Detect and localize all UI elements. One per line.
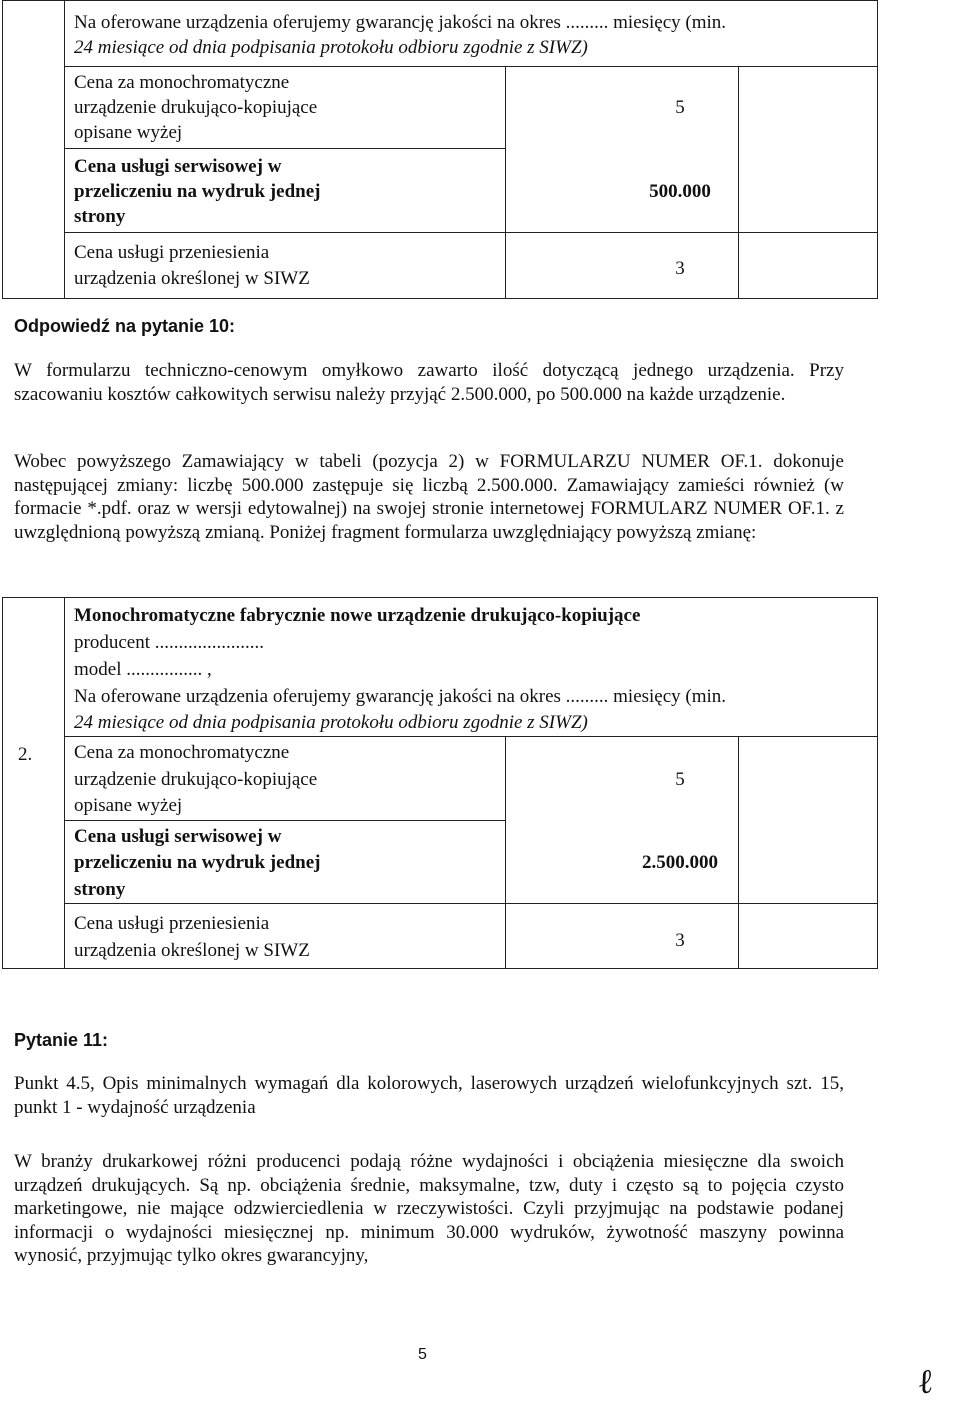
signature-mark: ℓ xyxy=(915,1361,935,1403)
row-value: 5 xyxy=(675,769,685,790)
warranty-text: Na oferowane urządzenia oferujemy gwarancję jakości na okres ......... miesięcy (min. xyxy=(74,686,727,707)
row-label-line: Cena za monochromatyczne xyxy=(74,742,290,763)
row-label-line: urządzenie drukująco-kopiujące xyxy=(74,97,318,118)
row-label-line: przeliczeniu na wydruk jednej xyxy=(74,852,321,873)
row-value: 500.000 xyxy=(649,181,711,202)
row-label-line: urządzenia określonej w SIWZ xyxy=(74,940,310,961)
paragraph-text: W formularzu techniczno-cenowym omyłkowo zawarto ilość dotyczącą jednego urządzenia. Przy szacowaniu kosztów całkowitych serwisu należy przyjąć 2.500.000, po 500.000 na każde urządzenie. xyxy=(14,360,844,405)
row-label-line: Cena usługi serwisowej w xyxy=(74,156,282,177)
paragraph-text: Wobec powyższego Zamawiający w tabeli (pozycja 2) w FORMULARZU NUMER OF.1. dokonuje następującej zmiany: liczbę 500.000 zastępuje się liczbą 2.500.000. Zamawiający zamieści również (w formacie *.pdf. oraz w wersji edytowalnej) na swojej stronie internetowej FORMULARZ NUMER OF.1. z uwzględnioną powyższą zmianą. Poniżej fragment formularza uwzględniający powyższą zmianę: xyxy=(14,451,844,543)
warranty-text: Na oferowane urządzenia oferujemy gwarancję jakości na okres ......... miesięcy (min. xyxy=(74,12,727,33)
row-value: 5 xyxy=(675,97,685,118)
row-label-line: opisane wyżej xyxy=(74,795,183,816)
warranty-condition: 24 miesiące od dnia podpisania protokołu odbioru zgodnie z SIWZ) xyxy=(74,37,588,58)
row-label-line: Cena usługi przeniesienia xyxy=(74,913,270,934)
row-value: 3 xyxy=(675,258,685,279)
paragraph-text: Punkt 4.5, Opis minimalnych wymagań dla kolorowych, laserowych urządzeń wielofunkcyjnych szt. 15, punkt 1 - wydajność urządzenia xyxy=(14,1073,844,1118)
row-label-line: strony xyxy=(74,879,126,900)
warranty-condition: 24 miesiące od dnia podpisania protokołu odbioru zgodnie z SIWZ) xyxy=(74,712,588,733)
model-field: model ................ , xyxy=(74,659,212,680)
row-label-line: Cena usługi przeniesienia xyxy=(74,242,270,263)
row-label-line: urządzenie drukująco-kopiujące xyxy=(74,769,318,790)
answer-10-paragraph xyxy=(14,450,844,544)
question-11-paragraph xyxy=(14,1150,844,1268)
row-value: 3 xyxy=(675,930,685,951)
answer-10-paragraph xyxy=(14,359,844,406)
row-value: 2.500.000 xyxy=(642,852,718,873)
question-11-paragraph xyxy=(14,1072,844,1119)
question-11-heading: Pytanie 11: xyxy=(14,1030,109,1050)
device-title: Monochromatyczne fabrycznie nowe urządzenie drukująco-kopiujące xyxy=(74,605,641,626)
row-label-line: Cena za monochromatyczne xyxy=(74,72,290,93)
row-label-line: urządzenia określonej w SIWZ xyxy=(74,268,310,289)
row-label-line: przeliczeniu na wydruk jednej xyxy=(74,181,321,202)
row-number: 2. xyxy=(18,744,33,765)
row-label-line: strony xyxy=(74,206,126,227)
row-label-line: Cena usługi serwisowej w xyxy=(74,826,282,847)
answer-10-heading: Odpowiedź na pytanie 10: xyxy=(14,316,236,336)
producer-field: producent ....................... xyxy=(74,632,264,653)
paragraph-text: W branży drukarkowej różni producenci podają różne wydajności i obciążenia miesięczne dla swoich urządzeń drukujących. Są np. obciążenia średnie, maksymalne, tzw, duty i często są to pojęcia czysto marketingowe, nie mające odzwierciedlenia w rzeczywistości. Czyli przyjmując na podstawie podanej informacji o wydajności miesięcznej np. minimum 30.000 wydruków, żywotność maszyny powinna wynosić, przyjmując tylko okres gwarancyjny, xyxy=(14,1151,844,1266)
page-number: 5 xyxy=(418,1346,427,1363)
row-label-line: opisane wyżej xyxy=(74,122,183,143)
